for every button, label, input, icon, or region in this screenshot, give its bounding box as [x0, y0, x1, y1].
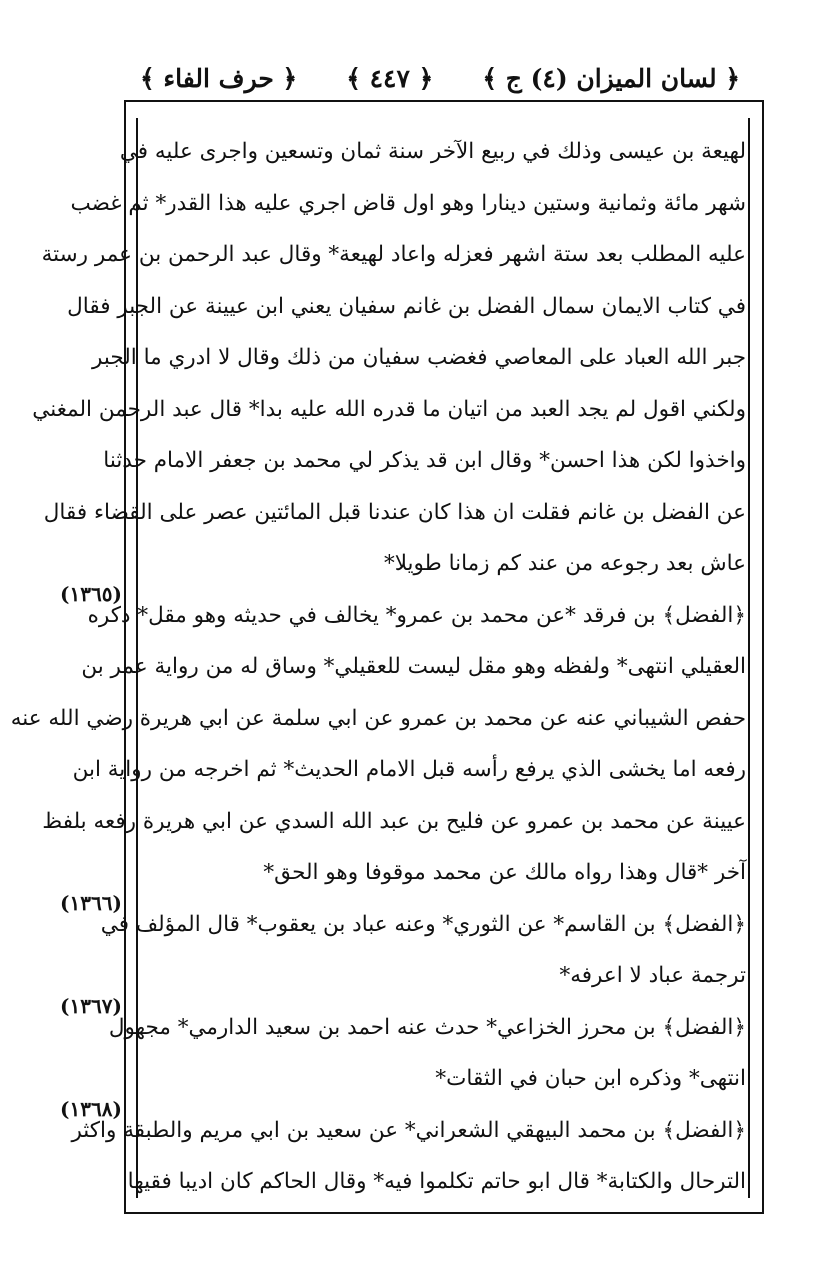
text-line: عليه المطلب بعد ستة اشهر فعزله واعاد لهيعة* وقال عبد الرحمن بن عمر رستة [41, 242, 746, 267]
text-line: عيينة عن محمد بن عمرو عن فليح بن عبد الله السدي عن ابي هريرة رفعه بلفظ [42, 808, 746, 834]
entry-number: (١٣٦٥) [60, 582, 122, 606]
running-head [140, 58, 740, 98]
entry-heading-line: ﴿الفضل﴾ بن محرز الخزاعي* حدث عنه احمد بن سعيد الدارمي* مجهول [108, 1014, 746, 1040]
text-line: جبر الله العباد على المعاصي فغضب سفيان من ذلك وقال لا ادري ما الجبر [91, 345, 746, 370]
text-line: انتهى* وذكره ابن حبان في الثقات* [435, 1066, 746, 1091]
text-line: ولكني اقول لم يجد العبد من اتيان ما قدره الله عليه بدا* قال عبد الرحمن المغني [32, 396, 746, 422]
text-line: واخذوا لكن هذا احسن* وقال ابن قد يذكر لي محمد بن جعفر الامام حدثنا [103, 448, 746, 473]
page-number: ﴿ ٤٤٧ ﴾ [346, 63, 434, 93]
text-line: شهر مائة وثمانية وستين دينارا وهو اول قاض اجري عليه هذا القدر* ثم غضب [70, 190, 746, 216]
text-line: حفص الشيباني عنه عن محمد بن عمرو عن ابي سلمة عن ابي هريرة رضي الله عنه [10, 705, 746, 731]
chapter-title: ﴿ حرف الفاء ﴾ [140, 63, 298, 93]
text-line: العقيلي انتهى* ولفظه وهو مقل ليست للعقيلي* وساق له من رواية عمر بن [81, 654, 746, 679]
text-line: عن الفضل بن غانم فقلت ان هذا كان عندنا قبل المائتين عصر على القضاء فقال [43, 499, 746, 525]
text-line: آخر *قال وهذا رواه مالك عن محمد موقوفا وهو الحق* [263, 860, 746, 885]
entry-heading-line: ﴿الفضل﴾ بن محمد البيهقي الشعراني* عن سعيد بن ابي مريم والطبقة واكثر [71, 1117, 746, 1143]
entry-number: (١٣٦٧) [60, 994, 122, 1018]
text-line: عاش بعد رجوعه من عند كم زمانا طويلا* [383, 551, 746, 576]
book-title: ﴿ لسان الميزان (٤) ج ﴾ [482, 63, 740, 93]
text-line: لهيعة بن عيسى وذلك في ربيع الآخر سنة ثمان وتسعين واجرى عليه في [119, 139, 746, 164]
text-line: الترحال والكتابة* قال ابو حاتم تكلموا فيه* وقال الحاكم كان اديبا فقيها [127, 1169, 746, 1194]
entry-heading-line: ﴿الفضل﴾ بن فرقد *عن محمد بن عمرو* يخالف في حديثه وهو مقل* ذكره [87, 602, 746, 628]
frame-inner-right-rule [748, 118, 750, 1198]
text-line: في كتاب الايمان سمال الفضل بن غانم سفيان يعني ابن عيينة عن الجبر فقال [67, 293, 746, 319]
entry-heading-line: ﴿الفضل﴾ بن القاسم* عن الثوري* وعنه عباد بن يعقوب* قال المؤلف في [100, 911, 746, 937]
entry-number: (١٣٦٨) [60, 1097, 122, 1121]
text-line: ترجمة عباد لا اعرفه* [559, 963, 746, 988]
entry-number: (١٣٦٦) [60, 891, 122, 915]
text-line: رفعه اما يخشى الذي يرفع رأسه قبل الامام الحديث* ثم اخرجه من رواية ابن [72, 757, 746, 782]
